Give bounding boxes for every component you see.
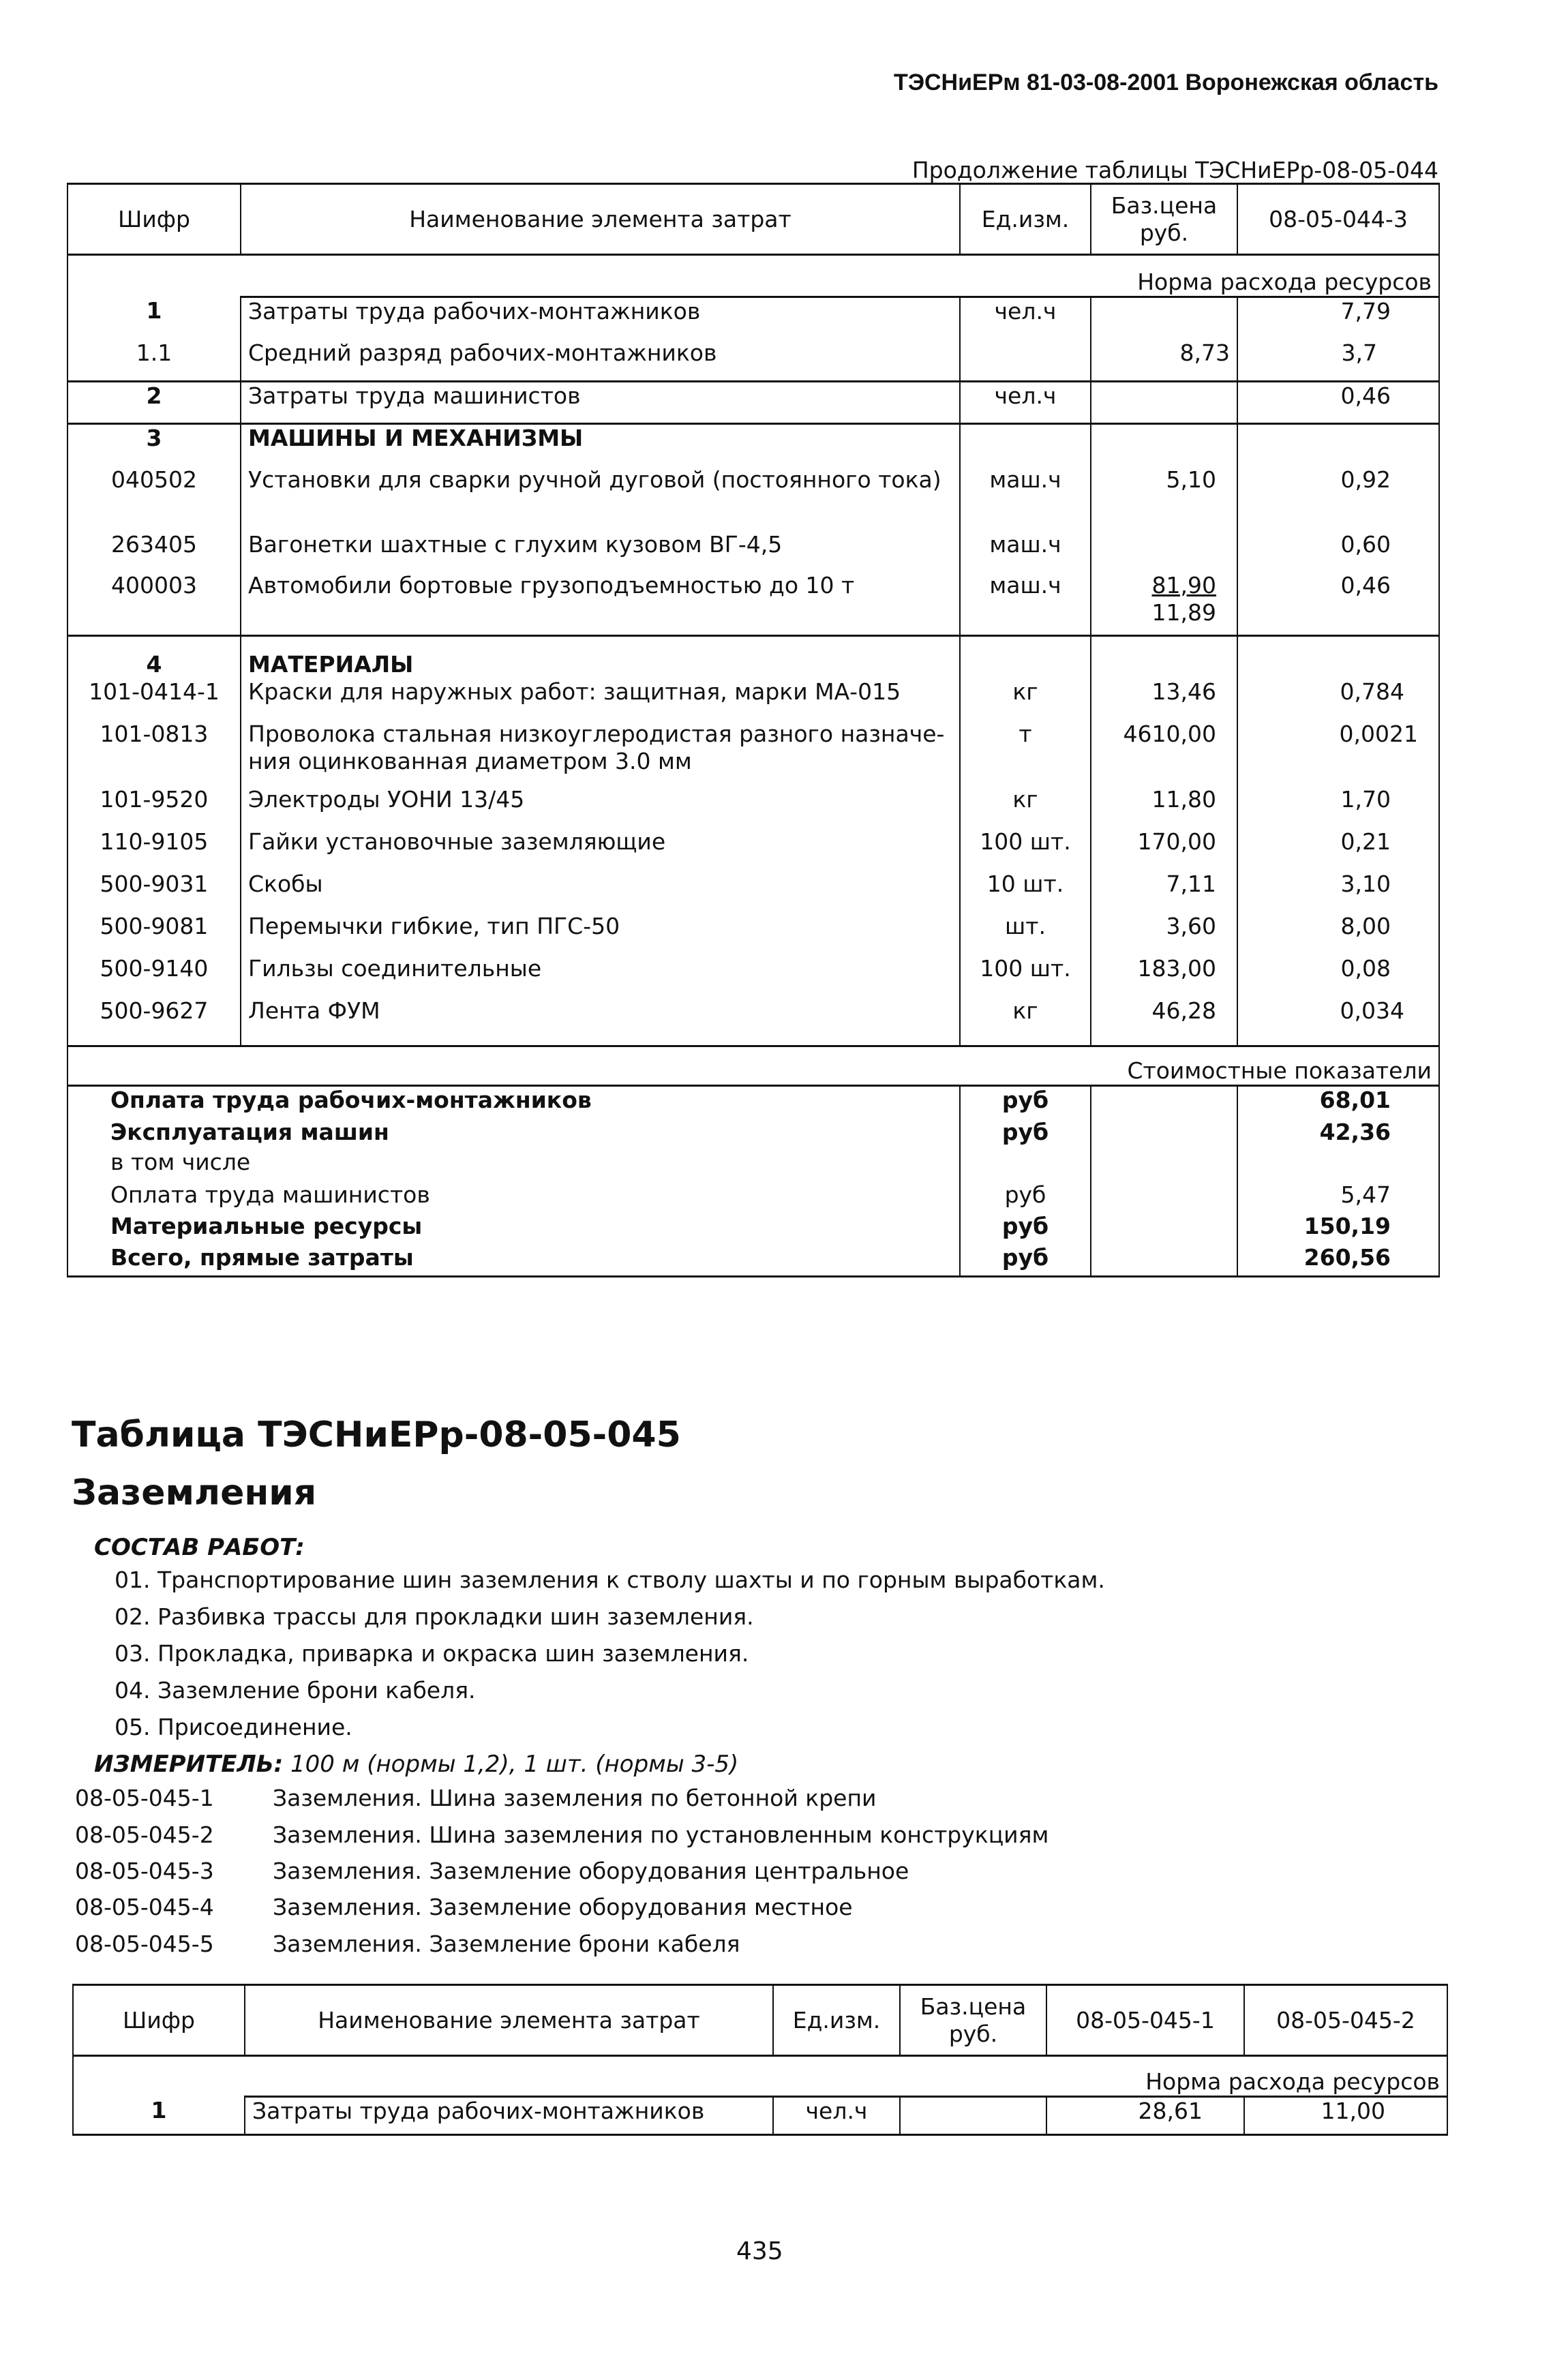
cost-row-total: Всего, прямые затраты руб 260,56 bbox=[67, 1244, 1439, 1277]
measurement-label: ИЗМЕРИТЕЛЬ: bbox=[94, 1751, 284, 1778]
section-row-machines: 3 МАШИНЫ И МЕХАНИЗМЫ bbox=[67, 424, 1439, 466]
table-row: 101-0813 Проволока стальная низкоуглеродистая разного назначе- ния оцинкованная диаметром 3.0 мм т 4610,00 0,0021 bbox=[67, 721, 1439, 786]
resource-table-044 bbox=[67, 183, 1440, 1278]
table-row: 500-9627 Лента ФУМ кг 46,28 0,034 bbox=[67, 997, 1439, 1046]
code-description-row: 08-05-045-3 Заземления. Заземление оборудования центральное bbox=[75, 1858, 909, 1884]
table-row: 101-0414-1 Краски для наружных работ: защитная, марки МА-015 кг 13,46 0,784 bbox=[67, 678, 1439, 721]
work-item: 04. Заземление брони кабеля. bbox=[115, 1677, 476, 1704]
section-row-materials: 4 МАТЕРИАЛЫ bbox=[67, 636, 1439, 678]
cost-label-row bbox=[67, 1046, 1439, 1086]
cost-row: Оплата труда рабочих-монтажников руб 68,01 bbox=[67, 1086, 1439, 1119]
cost-row: в том числе bbox=[67, 1149, 1439, 1181]
norm-label: Норма расхода ресурсов bbox=[241, 255, 1439, 297]
table-row: 101-9520 Электроды УОНИ 13/45 кг 11,80 1,70 bbox=[67, 786, 1439, 828]
col-header-code: Шифр bbox=[67, 184, 241, 255]
col-header-name: Наименование элемента затрат bbox=[245, 1985, 773, 2056]
table-row: 500-9081 Перемычки гибкие, тип ПГС-50 шт. 3,60 8,00 bbox=[67, 913, 1439, 955]
table-header-row bbox=[73, 1985, 1447, 2056]
cost-row: Эксплуатация машин руб 42,36 bbox=[67, 1119, 1439, 1149]
code-description-row: 08-05-045-5 Заземления. Заземление брони кабеля bbox=[75, 1931, 740, 1957]
code-description-row: 08-05-045-1 Заземления. Шина заземления по бетонной крепи bbox=[75, 1785, 877, 1811]
work-item: 05. Присоединение. bbox=[115, 1714, 352, 1740]
work-composition-label: СОСТАВ РАБОТ: bbox=[94, 1534, 305, 1561]
cost-row: Материальные ресурсы руб 150,19 bbox=[67, 1213, 1439, 1244]
col-header-unit: Ед.изм. bbox=[960, 184, 1091, 255]
table-row: 500-9031 Скобы 10 шт. 7,11 3,10 bbox=[67, 871, 1439, 913]
col-header-norm-1: 08-05-045-1 bbox=[1046, 1985, 1244, 2056]
price-secondary: 11,89 bbox=[1151, 599, 1216, 626]
section-title: Таблица ТЭСНиЕРр-08-05-045 bbox=[72, 1415, 681, 1455]
measurement-unit bbox=[94, 1751, 738, 1778]
measurement-value: 100 м (нормы 1,2), 1 шт. (нормы 3-5) bbox=[290, 1751, 739, 1778]
col-header-norm: 08-05-044-3 bbox=[1237, 184, 1439, 255]
table-continuation-note: Продолжение таблицы ТЭСНиЕРр-08-05-044 bbox=[911, 157, 1438, 183]
table-row: 400003 Автомобили бортовые грузоподъемностью до 10 т маш.ч 81,90 11,89 0,46 bbox=[67, 572, 1439, 636]
work-item: 02. Разбивка трассы для прокладки шин заземления. bbox=[115, 1603, 754, 1630]
table-row: 263405 Вагонетки шахтные с глухим кузовом ВГ-4,5 маш.ч 0,60 bbox=[67, 531, 1439, 572]
cost-label: Стоимостные показатели bbox=[67, 1046, 1439, 1086]
table-row: 040502 Установки для сварки ручной дуговой (постоянного тока) маш.ч 5,10 0,92 bbox=[67, 466, 1439, 531]
work-item: 03. Прокладка, приварка и окраска шин заземления. bbox=[115, 1640, 749, 1667]
table-row: 2 Затраты труда машинистов чел.ч 0,46 bbox=[67, 382, 1439, 424]
col-header-price: Баз.цена руб. bbox=[1091, 184, 1237, 255]
table-row: 1 Затраты труда рабочих-монтажников чел.ч 28,61 11,00 bbox=[73, 2097, 1447, 2135]
work-item: 01. Транспортирование шин заземления к стволу шахты и по горным выработкам. bbox=[115, 1567, 1105, 1593]
norm-label: Норма расхода ресурсов bbox=[245, 2056, 1447, 2097]
col-header-unit: Ед.изм. bbox=[773, 1985, 900, 2056]
table-row: 1.1 Средний разряд рабочих-монтажников 8,73 3,7 bbox=[67, 339, 1439, 382]
section-subtitle: Заземления bbox=[72, 1472, 317, 1513]
table-row: 500-9140 Гильзы соединительные 100 шт. 183,00 0,08 bbox=[67, 955, 1439, 997]
running-header: ТЭСНиЕРм 81-03-08-2001 Воронежская область bbox=[894, 70, 1438, 95]
table-row: 110-9105 Гайки установочные заземляющие 100 шт. 170,00 0,21 bbox=[67, 828, 1439, 871]
col-header-norm-2: 08-05-045-2 bbox=[1244, 1985, 1447, 2056]
table-row: 1 Затраты труда рабочих-монтажников чел.ч 7,79 bbox=[67, 297, 1439, 339]
code-description-row: 08-05-045-4 Заземления. Заземление оборудования местное bbox=[75, 1894, 853, 1920]
cost-row: Оплата труда машинистов руб 5,47 bbox=[67, 1181, 1439, 1213]
norm-label-row bbox=[67, 255, 1439, 297]
table-header-row bbox=[67, 184, 1439, 255]
page-number: 435 bbox=[736, 2237, 783, 2265]
price-base: 81,90 bbox=[1151, 571, 1216, 599]
resource-table-045 bbox=[72, 1984, 1448, 2136]
col-header-name: Наименование элемента затрат bbox=[241, 184, 960, 255]
col-header-price: Баз.цена руб. bbox=[900, 1985, 1046, 2056]
norm-label-row bbox=[73, 2056, 1447, 2097]
col-header-code: Шифр bbox=[73, 1985, 245, 2056]
code-description-row: 08-05-045-2 Заземления. Шина заземления по установленным конструкциям bbox=[75, 1822, 1049, 1848]
